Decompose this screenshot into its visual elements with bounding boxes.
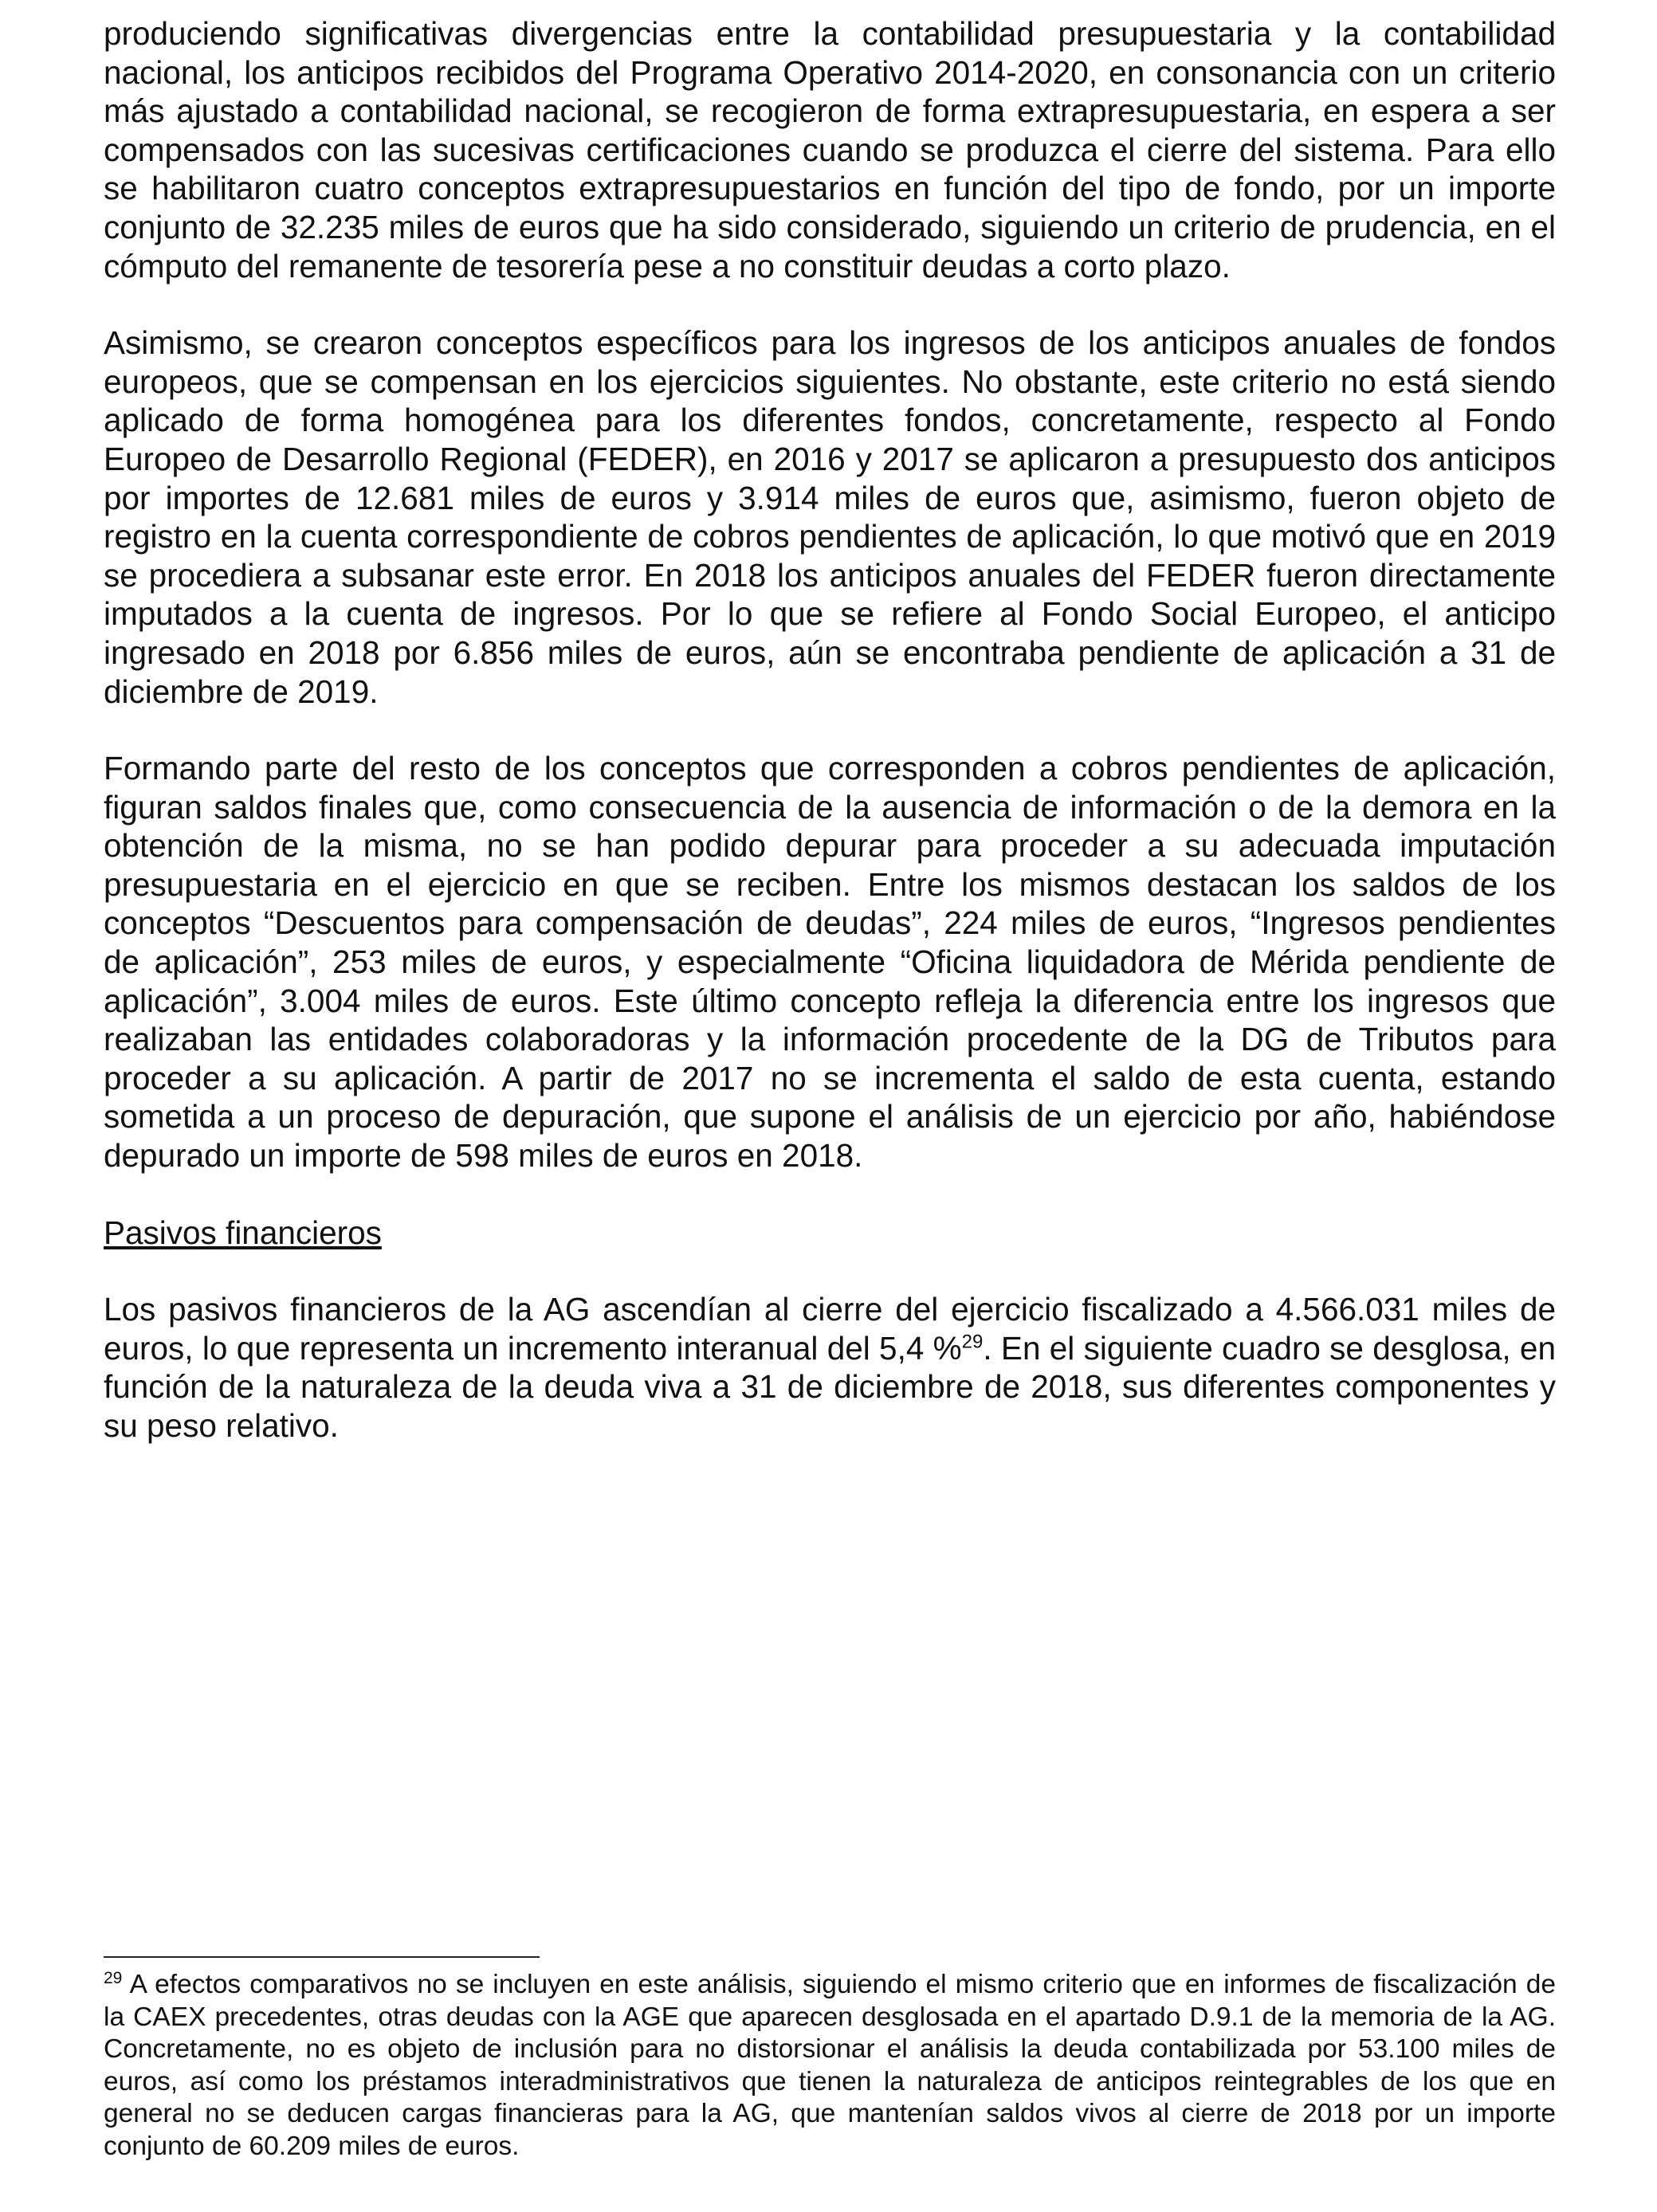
footnote-number: 29	[104, 1968, 123, 1987]
paragraph-pasivos-text-end: . En el siguiente cuadro se desglosa, en función de la naturaleza de la deuda viva a 31 de diciembre de 2018, sus diferentes componentes y su peso relativo.	[104, 1329, 1556, 1444]
footnote-reference[interactable]: 29	[961, 1331, 984, 1353]
paragraph-anticipos-programa-operativo: produciendo significativas divergencias entre la contabilidad presupuestaria y la contabilidad nacional, los anticipos recibidos del Programa Operativo 2014-2020, en consonancia con un criterio más ajustado a contabilidad nacional, se recogieron de forma extrapresupuestaria, en espera a ser compensados con las sucesivas certificaciones cuando se produzca el cierre del sistema. Para ello se habilitaron cuatro conceptos extrapresupuestarios en función del tipo de fondo, por un importe conjunto de 32.235 miles de euros que ha sido considerado, siguiendo un criterio de prudencia, en el cómputo del remanente de tesorería pese a no constituir deudas a corto plazo.	[104, 15, 1556, 284]
section-heading-pasivos-financieros: Pasivos financieros	[104, 1214, 382, 1251]
page-body	[104, 14, 1556, 1484]
paragraph-pasivos-financieros	[104, 1290, 1556, 1445]
footnote-text: A efectos comparativos no se incluyen en este análisis, siguiendo el mismo criterio que en informes de fiscalización de la CAEX precedentes, otras deudas con la AGE que aparecen desglosada en el apartado D.9.1 de la memoria de la AG. Concretamente, no es objeto de inclusión para no distorsionar el análisis la deuda contabilizada por 53.100 miles de euros, así como los préstamos interadministrativos que tienen la naturaleza de anticipos reintegrables de los que en general no se deducen cargas financieras para la AG, que mantenían saldos vivos al cierre de 2018 por un importe conjunto de 60.209 miles de euros.	[104, 1970, 1556, 2161]
footnote-29	[104, 1969, 1556, 2163]
footnote-separator	[104, 1956, 540, 1958]
paragraph-anticipos-fondos-europeos: Asimismo, se crearon conceptos específicos para los ingresos de los anticipos anuales de fondos europeos, que se compensan en los ejercicios siguientes. No obstante, este criterio no está siendo aplicado de forma homogénea para los diferentes fondos, concretamente, respecto al Fondo Europeo de Desarrollo Regional (FEDER), en 2016 y 2017 se aplicaron a presupuesto dos anticipos por importes de 12.681 miles de euros y 3.914 miles de euros que, asimismo, fueron objeto de registro en la cuenta correspondiente de cobros pendientes de aplicación, lo que motivó que en 2019 se procediera a subsanar este error. En 2018 los anticipos anuales del FEDER fueron directamente imputados a la cuenta de ingresos. Por lo que se refiere al Fondo Social Europeo, el anticipo ingresado en 2018 por 6.856 miles de euros, aún se encontraba pendiente de aplicación a 31 de diciembre de 2019.	[104, 324, 1556, 710]
paragraph-cobros-pendientes-aplicacion: Formando parte del resto de los conceptos que corresponden a cobros pendientes de aplicación, figuran saldos finales que, como consecuencia de la ausencia de información o de la demora en la obtención de la misma, no se han podido depurar para proceder a su adecuada imputación presupuestaria en el ejercicio en que se reciben. Entre los mismos destacan los saldos de los conceptos “Descuentos para compensación de deudas”, 224 miles de euros, “Ingresos pendientes de aplicación”, 253 miles de euros, y especialmente “Oficina liquidadora de Mérida pendiente de aplicación”, 3.004 miles de euros. Este último concepto refleja la diferencia entre los ingresos que realizaban las entidades colaboradoras y la información procedente de la DG de Tributos para proceder a su aplicación. A partir de 2017 no se incrementa el saldo de esta cuenta, estando sometida a un proceso de depuración, que supone el análisis de un ejercicio por año, habiéndose depurado un importe de 598 miles de euros en 2018.	[104, 750, 1556, 1175]
paragraph-pasivos-text-start: Los pasivos financieros de la AG ascendían al cierre del ejercicio fiscalizado a 4.566.031 miles de euros, lo que representa un incremento interanual del 5,4 %	[104, 1291, 1556, 1367]
footnotes-area	[104, 1956, 1556, 2163]
